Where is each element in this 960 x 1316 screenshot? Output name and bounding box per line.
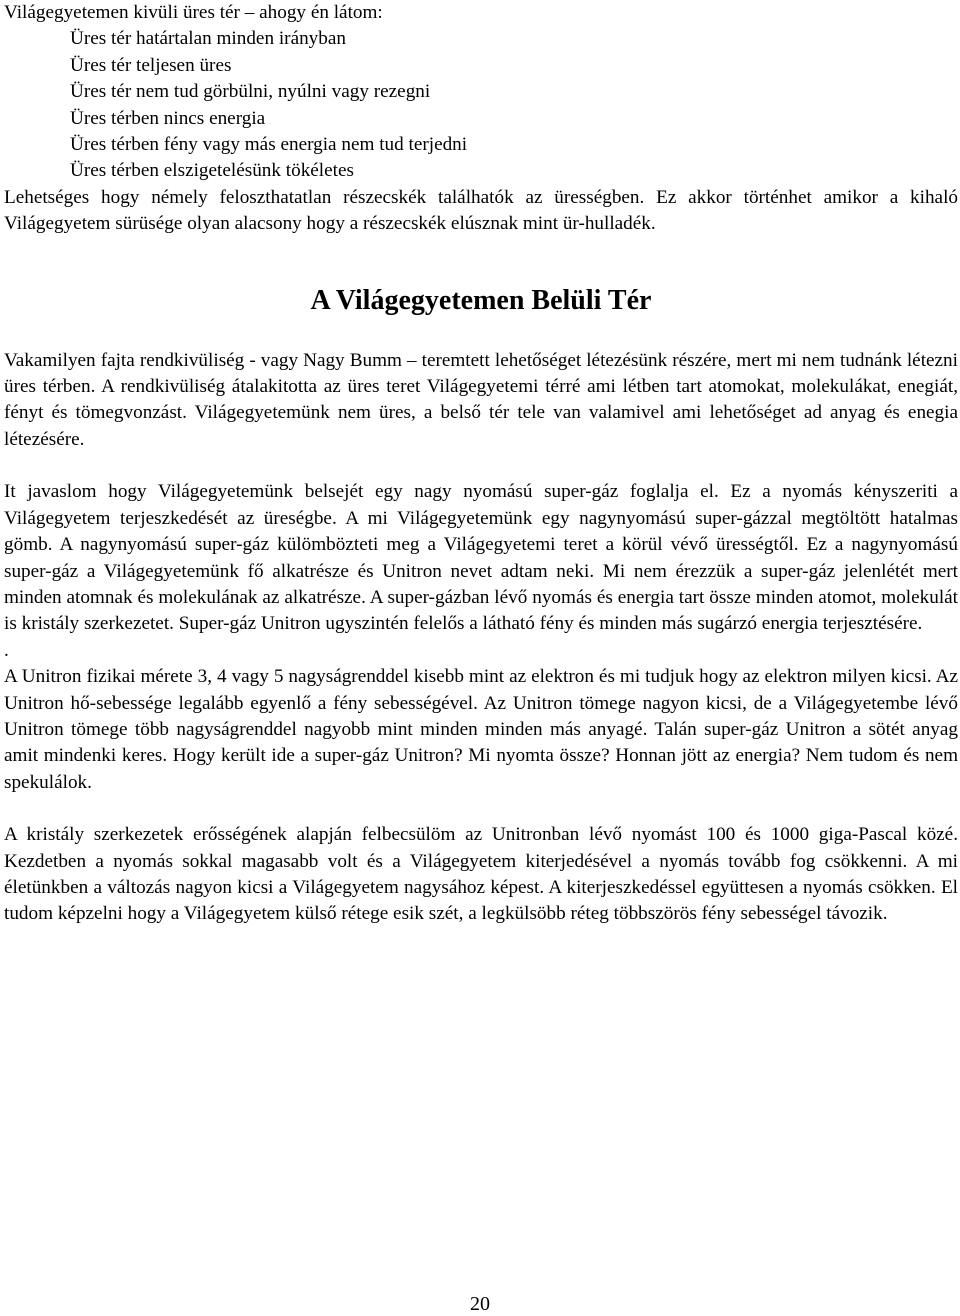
- section-heading: A Világegyetemen Belüli Tér: [310, 284, 652, 316]
- list-item: Üres tér nem tud görbülni, nyúlni vagy rezegni: [70, 81, 431, 103]
- intro-paragraph: Lehetséges hogy némely feloszthatatlan részecskék találhatók az ürességben. Ez akkor történhet amikor a kihaló Világegyetem sürüsége olyan alacsony hogy a részecskék elúsznak mint ür-hulladék.: [4, 186, 958, 235]
- body-paragraph: A kristály szerkezetek erősségének alapján felbecsülöm az Unitronban lévő nyomást 100 és 1000 giga-Pascal közé. Kezdetben a nyomás sokkal magasabb volt és a Világegyetem kiterjedésével a nyomás tovább fog csökkenni. A mi életünkben a változás nagyon kicsi a Világegyetem nagysához képest. A kiterjeszkedéssel együttesen a nyomás csökken. El tudom képzelni hogy a Világegyetem külső rétege esik szét, a legkülsöbb réteg többszörös fény sebességel távozik.: [4, 824, 958, 925]
- body-paragraph: A Unitron fizikai mérete 3, 4 vagy 5 nagyságrenddel kisebb mint az elektron és mi tudjuk hogy az elektron milyen kicsi. Az Unitron hő-sebessége legalább egyenlő a fény sebességével. Az Unitron tömege nagyon kicsi, de a Világegyetembe lévő Unitron tömege több nagyságrenddel nagyobb mint minden minden más anyagé. Talán super-gáz Unitron a sötét anyag amit mindenki keres. Hogy került ide a super-gáz Unitron? Mi nyomta össze? Honnan jött az energia? Nem tudom és nem spekulálok.: [4, 666, 958, 793]
- intro-title: Világegyetemen kivüli üres tér – ahogy én látom:: [4, 2, 383, 23]
- list-item: Üres tér teljesen üres: [70, 54, 232, 76]
- body-paragraph: It javaslom hogy Világegyetemünk belsejét egy nagy nyomású super-gáz foglalja el. Ez a nyomás kényszeriti a Világegyetem terjeszkedését az üreségbe. A mi Világegyetemünk egy nagynyomású super-gázzal megtöltött hatalmas gömb. A nagynyomású super-gáz külömbözteti meg a Világegyetemi teret a körül vévő ürességtől. Ez a nagynyomású super-gáz a Világegyetemünk fő alkatrésze és Unitron nevet adtam neki. Mi nem érezzük a super-gáz jelenlétét mert minden atomnak és molekulának az alkatrésze. A super-gázban lévő nyomás és energia tart össze minden atomot, molekulát is kristály szerkezetet. Super-gáz Unitron ugyszintén felelős a látható fény és minden más sugárzó energia terjesztésére.: [4, 481, 958, 635]
- list-item: Üres tér határtalan minden irányban: [70, 28, 346, 50]
- page-number: 20: [470, 1293, 490, 1315]
- body-paragraph: .: [4, 639, 9, 661]
- list-item: Üres térben fény vagy más energia nem tud terjedni: [70, 134, 468, 156]
- empty-space-properties-list: [4, 26, 958, 184]
- body-paragraph: Vakamilyen fajta rendkivüliség - vagy Nagy Bumm – teremtett lehetőséget létezésünk részére, mert mi nem tudnánk létezni üres térben. A rendkivüliség átalakitotta az üres teret Világegyetemi térré ami létben tart atomokat, molekulákat, enegiát, fényt és tömegvonzást. Világegyetemünk nem üres, a belső tér tele van valamivel ami lehetőséget ad anyag és enegia létezésére.: [4, 349, 958, 450]
- list-item: Üres térben nincs energia: [70, 107, 266, 129]
- page-content: [4, 0, 958, 928]
- list-item: Üres térben elszigetelésünk tökéletes: [70, 160, 354, 182]
